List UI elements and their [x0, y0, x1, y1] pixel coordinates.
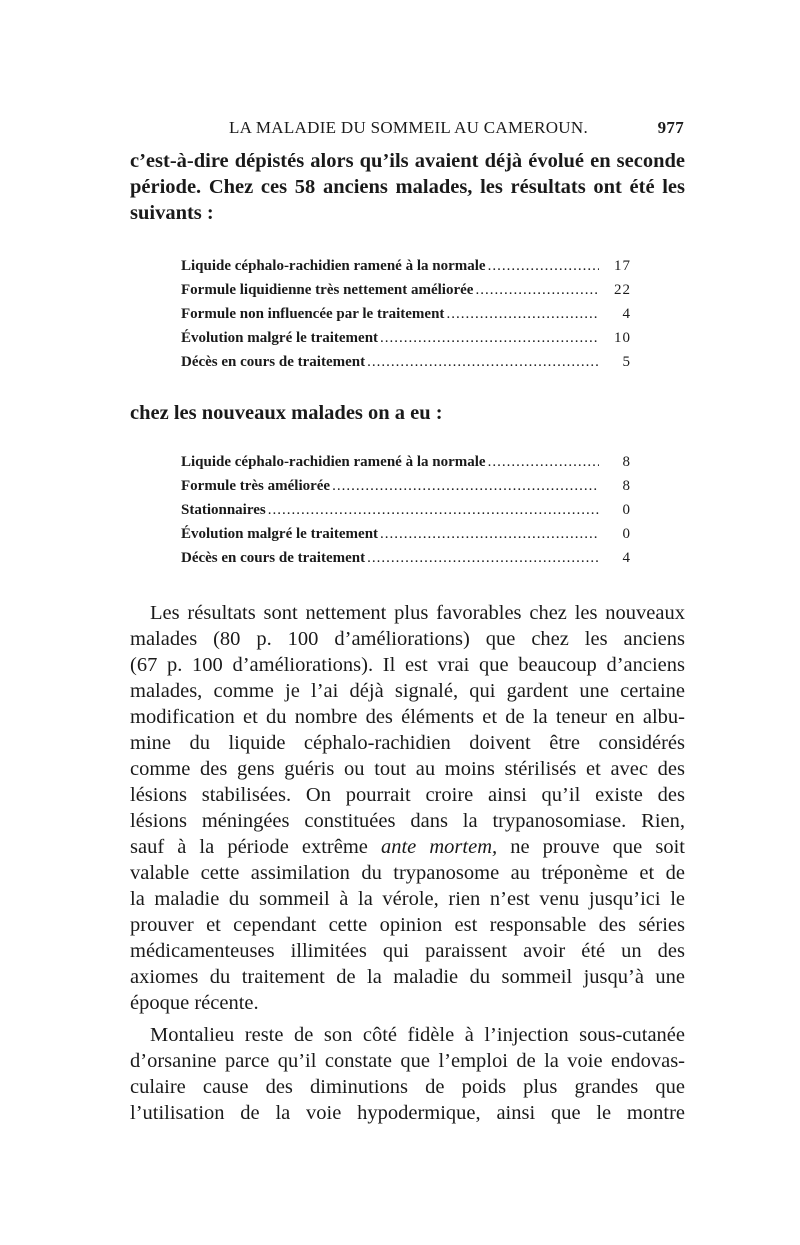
- text-line: malades, comme je l’ai déjà signalé, qui gardent une certaine: [130, 680, 685, 702]
- result-value: 17: [614, 258, 631, 274]
- text-segment: sauf à la période extrême: [130, 836, 381, 858]
- dot-leader: [475, 282, 599, 299]
- result-label: Liquide céphalo-rachidien ramené à la normale: [181, 454, 486, 470]
- text-line: c’est-à-dire dépistés alors qu’ils avaient déjà évolué en seconde: [130, 150, 685, 172]
- text-line: culaire cause des diminutions de poids plus grandes que: [130, 1076, 685, 1098]
- discussion-paragraph: [130, 600, 685, 1016]
- result-row: [181, 550, 631, 574]
- result-value: 22: [614, 282, 631, 298]
- dot-leader: [367, 550, 599, 567]
- result-value: 0: [622, 526, 631, 542]
- running-title: LA MALADIE DU SOMMEIL AU CAMEROUN.: [229, 118, 589, 137]
- result-label: Formule liquidienne très nettement améliorée: [181, 282, 474, 298]
- text-line: mine du liquide céphalo-rachidien doivent être considérés: [130, 732, 685, 754]
- result-value: 5: [622, 354, 631, 370]
- montalieu-paragraph: [130, 1022, 685, 1126]
- result-value: 8: [622, 478, 631, 494]
- text-line: malades (80 p. 100 d’améliorations) que chez les anciens: [130, 628, 685, 650]
- result-label: Liquide céphalo-rachidien ramené à la normale: [181, 258, 486, 274]
- result-value: 0: [622, 502, 631, 518]
- nouveaux-intro: chez les nouveaux malades on a eu :: [130, 402, 443, 424]
- latin-phrase: ante mortem,: [380, 836, 498, 858]
- dot-leader: [446, 306, 599, 323]
- anciens-results-table: [181, 258, 631, 378]
- text-segment: ne prouve que soit: [497, 836, 685, 858]
- text-line: suivants :: [130, 202, 214, 224]
- result-row: [181, 454, 631, 478]
- result-row: [181, 306, 631, 330]
- dot-leader: [367, 354, 599, 371]
- text-line: lésions stabilisées. On pourrait croire ainsi qu’il existe des: [130, 784, 685, 806]
- dot-leader: [380, 330, 599, 347]
- nouveaux-results-table: [181, 454, 631, 574]
- result-label: Stationnaires: [181, 502, 266, 518]
- text-line: médicamenteuses illimitées qui paraissent avoir été un des: [130, 940, 685, 962]
- result-label: Formule non influencée par le traitement: [181, 306, 445, 322]
- result-value: 4: [622, 550, 631, 566]
- result-row: [181, 478, 631, 502]
- text-line: la maladie du sommeil à la vérole, rien n’est venu jusqu’ici le: [130, 888, 685, 910]
- text-line: époque récente.: [130, 992, 259, 1014]
- intro-paragraph: [130, 148, 685, 226]
- dot-leader: [332, 478, 599, 495]
- text-line: [130, 834, 685, 860]
- text-line: valable cette assimilation du trypanosome au tréponème et de: [130, 862, 685, 884]
- result-row: [181, 354, 631, 378]
- text-line: d’orsanine parce qu’il constate que l’emploi de la voie endovas-: [130, 1050, 685, 1072]
- text-line: période. Chez ces 58 anciens malades, les résultats ont été les: [130, 176, 685, 198]
- result-value: 10: [614, 330, 631, 346]
- result-row: [181, 282, 631, 306]
- text-line: axiomes du traitement de la maladie du sommeil jusqu’à une: [130, 966, 685, 988]
- page-number: 977: [657, 118, 684, 137]
- result-row: [181, 258, 631, 282]
- text-line: Montalieu reste de son côté fidèle à l’injection sous-cutanée: [150, 1024, 685, 1046]
- result-row: [181, 330, 631, 354]
- result-label: Décès en cours de traitement: [181, 550, 366, 566]
- text-line: (67 p. 100 d’améliorations). Il est vrai que beaucoup d’anciens: [130, 654, 685, 676]
- text-line: comme des gens guéris ou tout au moins stérilisés et avec des: [130, 758, 685, 780]
- text-line: lésions méningées constituées dans la trypanosomiase. Rien,: [130, 810, 685, 832]
- text-line: modification et du nombre des éléments et de la teneur en albu-: [130, 706, 685, 728]
- dot-leader: [380, 526, 599, 543]
- text-line: l’utilisation de la voie hypodermique, ainsi que le montre: [130, 1102, 685, 1124]
- result-value: 4: [622, 306, 631, 322]
- dot-leader: [488, 258, 599, 275]
- result-label: Évolution malgré le traitement: [181, 526, 379, 542]
- result-row: [181, 526, 631, 550]
- result-label: Décès en cours de traitement: [181, 354, 366, 370]
- text-line: prouver et cependant cette opinion est responsable des séries: [130, 914, 685, 936]
- dot-leader: [488, 454, 599, 471]
- dot-leader: [268, 502, 599, 519]
- text-line: Les résultats sont nettement plus favorables chez les nouveaux: [150, 602, 685, 624]
- result-value: 8: [622, 454, 631, 470]
- result-label: Évolution malgré le traitement: [181, 330, 379, 346]
- result-label: Formule très améliorée: [181, 478, 331, 494]
- result-row: [181, 502, 631, 526]
